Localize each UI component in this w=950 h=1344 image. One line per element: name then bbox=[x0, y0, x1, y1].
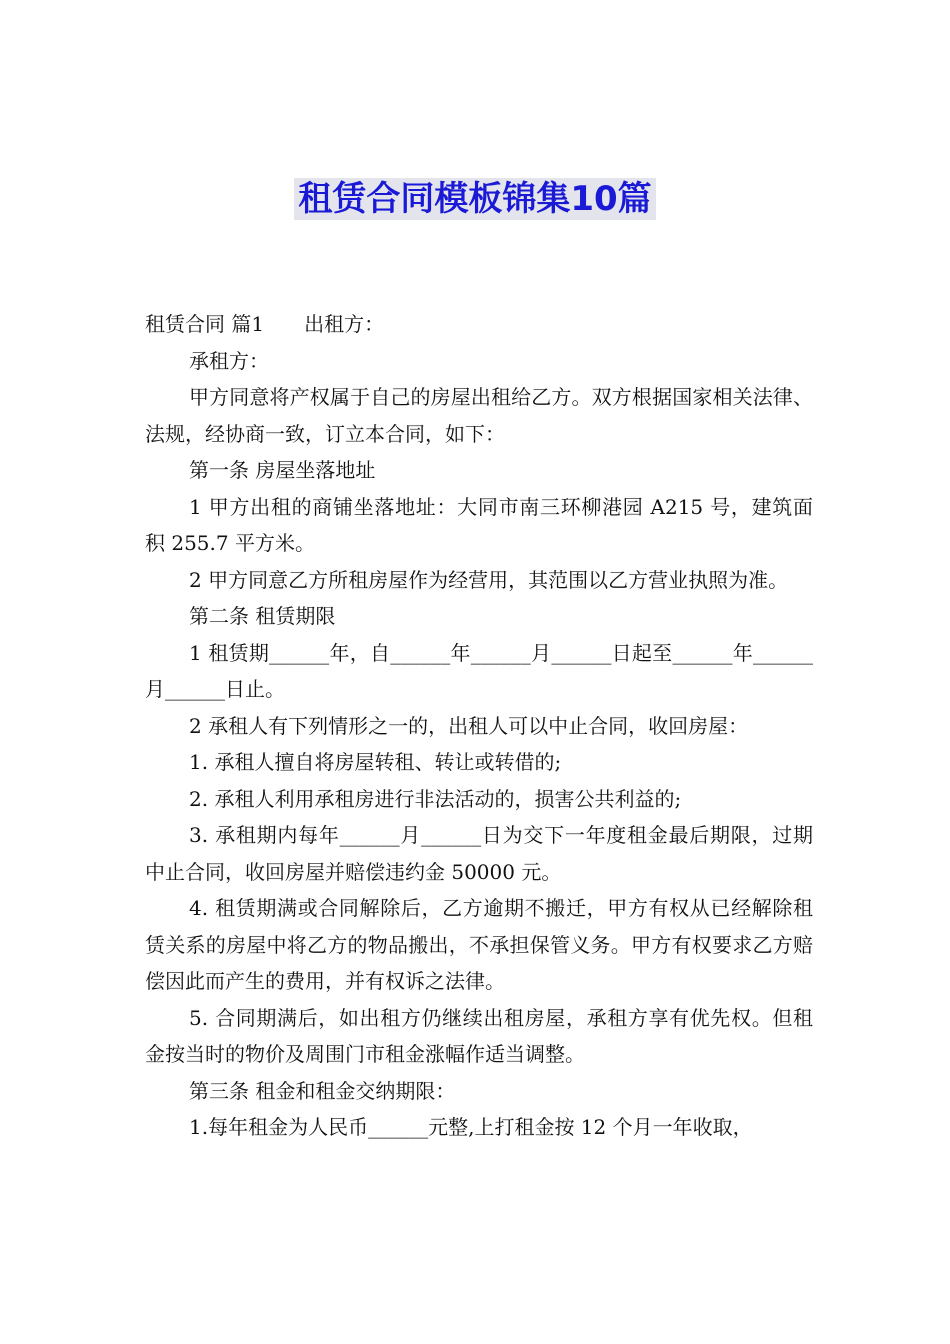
article-3-clause-1: 1.每年租金为人民币______元整,上打租金按 12 个月一年收取， bbox=[189, 1115, 753, 1139]
title-container bbox=[0, 178, 950, 220]
contract-heading-label: 租赁合同 篇1 bbox=[145, 312, 265, 336]
article-2-item-1: 1. 承租人擅自将房屋转租、转让或转借的; bbox=[189, 750, 562, 774]
article-1-clause-2: 2 甲方同意乙方所租房屋作为经营用，其范围以乙方营业执照为准。 bbox=[189, 567, 789, 592]
article-3-heading: 第三条 租金和租金交纳期限： bbox=[189, 1078, 456, 1103]
article-2-item-5: 5. 合同期满后，如出租方仍继续出租房屋，承租方享有优先权。但租金按当时的物价及周围门市租金涨幅作适当调整。 bbox=[145, 1005, 813, 1066]
document-body bbox=[145, 306, 813, 1146]
paragraph-intro: 甲方同意将产权属于自己的房屋出租给乙方。双方根据国家相关法律、法规，经协商一致，订立本合同，如下： bbox=[145, 385, 813, 446]
article-2-clause-1: 1 租赁期______年，自______年______月______日起至______年______月______日止。 bbox=[145, 640, 813, 701]
lessee-label: 承租方： bbox=[189, 348, 269, 373]
article-1-clause-1: 1 甲方出租的商铺坐落地址：大同市南三环柳港园 A215 号，建筑面积 255.7 平方米。 bbox=[145, 494, 813, 555]
lessor-label: 出租方： bbox=[304, 312, 385, 336]
article-2-item-3: 3. 承租期内每年______月______日为交下一年度租金最后期限，过期中止合同，收回房屋并赔偿违约金 50000 元。 bbox=[145, 823, 813, 884]
article-2-heading: 第二条 租赁期限 bbox=[189, 604, 336, 628]
document-title: 租赁合同模板锦集10篇 bbox=[294, 178, 655, 220]
contract-heading bbox=[145, 306, 813, 343]
article-2-item-2: 2. 承租人利用承租房进行非法活动的，损害公共利益的; bbox=[189, 786, 682, 811]
article-1-heading: 第一条 房屋坐落地址 bbox=[189, 458, 376, 482]
article-2-clause-2: 2 承租人有下列情形之一的，出租人可以中止合同，收回房屋： bbox=[189, 713, 749, 738]
article-2-item-4: 4. 租赁期满或合同解除后，乙方逾期不搬迁，甲方有权从已经解除租赁关系的房屋中将乙方的物品搬出，不承担保管义务。甲方有权要求乙方赔偿因此而产生的费用，并有权诉之法律。 bbox=[145, 896, 813, 993]
